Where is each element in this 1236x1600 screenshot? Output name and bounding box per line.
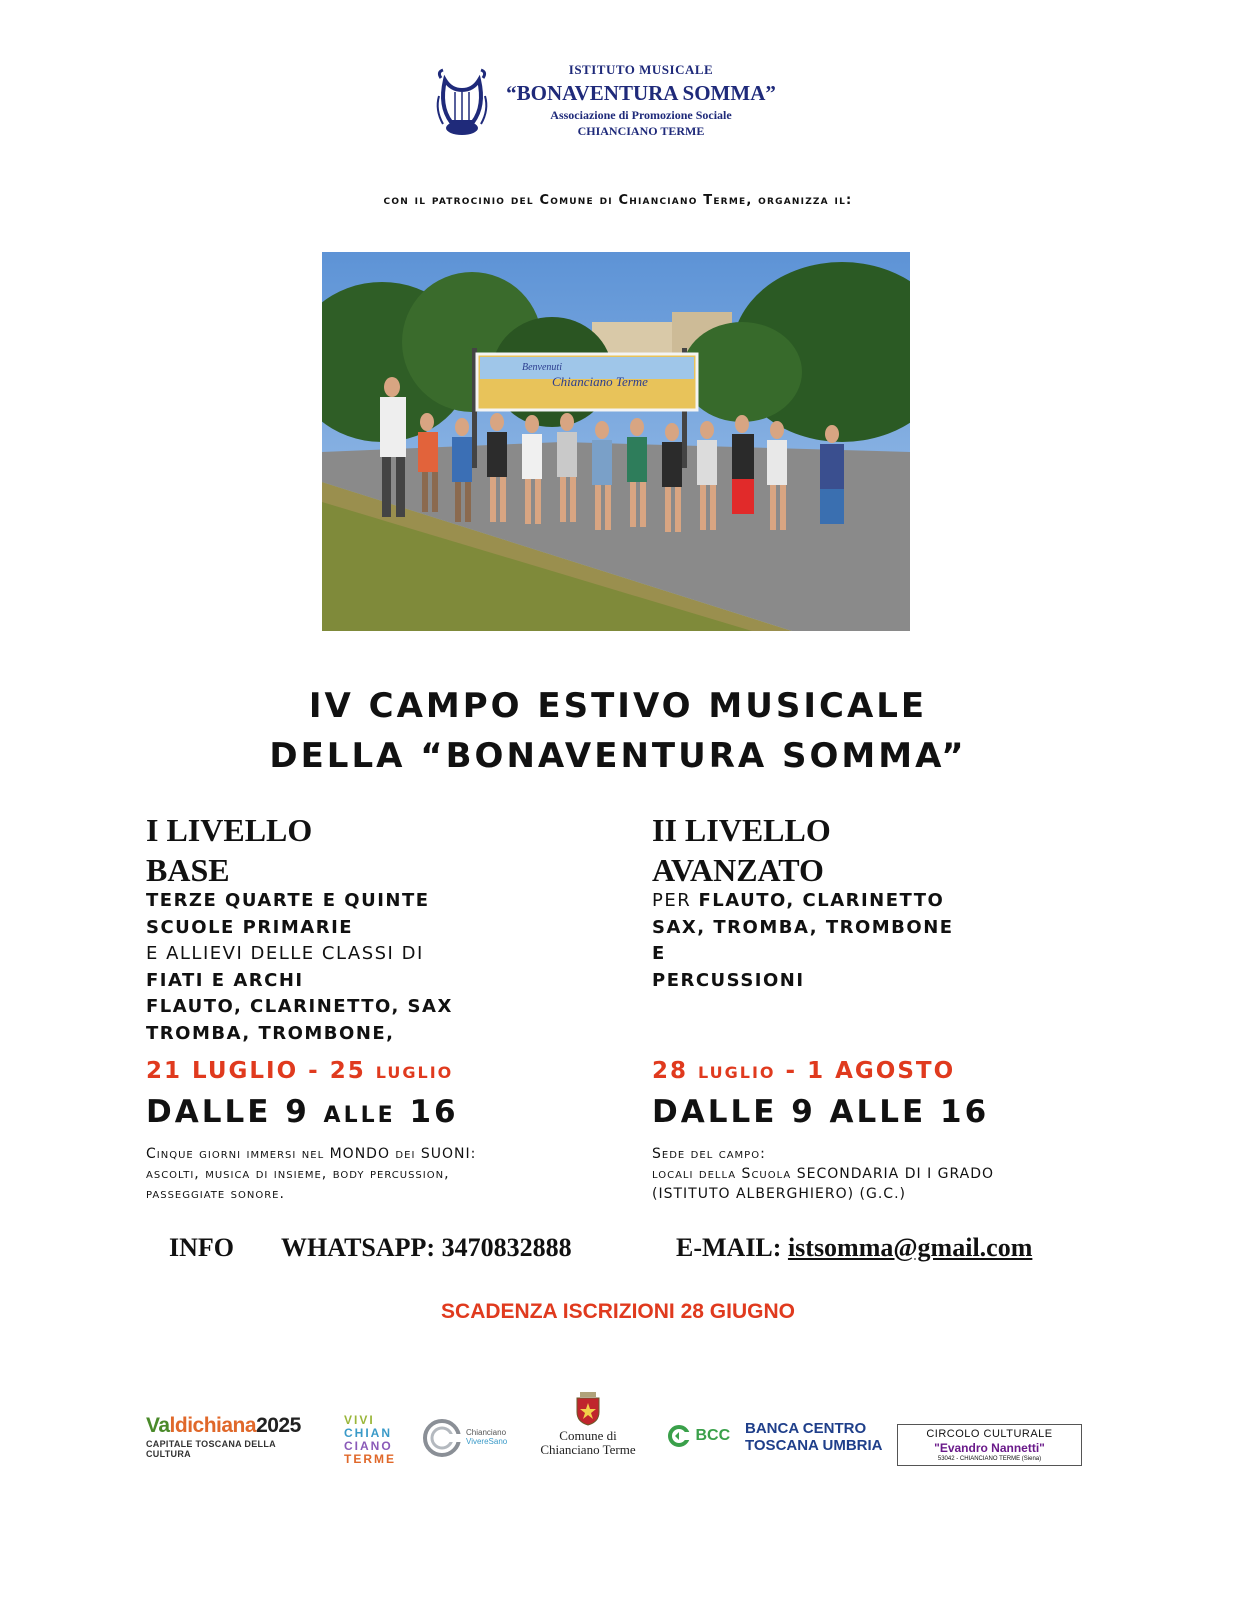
- level-1-note-line: passeggiate sonore.: [146, 1186, 285, 1202]
- email-link[interactable]: istsomma@gmail.com: [787, 1233, 1033, 1262]
- group-photo: [322, 252, 910, 631]
- bcc-icon: [667, 1424, 691, 1448]
- viveresano-line-2: VivereSano: [466, 1437, 508, 1446]
- chianciano-viveresano-logo: [422, 1418, 518, 1458]
- circolo-culturale-logo: [897, 1424, 1082, 1466]
- valdichiana-part-b: ldichiana: [169, 1414, 257, 1437]
- vivi-line: VIVI: [344, 1413, 375, 1427]
- sign-text-1: Benvenuti: [522, 362, 562, 373]
- level-2-subheading: AVANZATO: [652, 852, 824, 888]
- vivi-chianciano-logo: [344, 1413, 396, 1466]
- circolo-line-2: "Evandro Nannetti": [934, 1441, 1045, 1455]
- sign-text-2: Chianciano Terme: [552, 374, 648, 389]
- header-line-2: “BONAVENTURA SOMMA”: [506, 81, 776, 105]
- valdichiana-wordmark: [146, 1414, 322, 1438]
- comune-line-1: Comune di: [559, 1428, 617, 1443]
- level-2-dates: 28 luglio - 1 AGOSTO: [652, 1058, 956, 1084]
- vivi-line: TERME: [344, 1452, 396, 1466]
- valdichiana-part-c: 2025: [256, 1414, 301, 1437]
- vivi-line: CIANO: [344, 1439, 393, 1453]
- header-line-4: CHIANCIANO TERME: [577, 124, 705, 138]
- level-1-column: [146, 810, 616, 1047]
- lyre-logo-icon: [433, 66, 491, 140]
- level-1-note: [146, 1144, 626, 1204]
- level-2-body-instruments: FLAUTO, CLARINETTO: [698, 890, 945, 911]
- coat-of-arms-icon: [573, 1390, 603, 1426]
- level-2-body: [652, 888, 1122, 994]
- level-2-note-line: (ISTITUTO ALBERGHIERO) (G.C.): [652, 1186, 906, 1202]
- vivi-line: CHIAN: [344, 1426, 392, 1440]
- institute-header: [496, 62, 786, 139]
- level-1-heading: I LIVELLO: [146, 812, 313, 848]
- comune-line-2: Chianciano Terme: [540, 1442, 636, 1457]
- comune-chianciano-logo: [534, 1390, 642, 1457]
- level-1-hours: DALLE 9 alle 16: [146, 1094, 459, 1130]
- registration-deadline: SCADENZA ISCRIZIONI 28 GIUGNO: [441, 1300, 795, 1323]
- circolo-line-3: 53042 - CHIANCIANO TERME (Siena): [937, 1456, 1042, 1462]
- banca-line-1: BANCA CENTRO: [745, 1420, 867, 1437]
- level-2-body-line: SAX, TROMBA, TROMBONE: [652, 916, 954, 938]
- title-line-2: DELLA “BONAVENTURA SOMMA”: [269, 736, 967, 776]
- level-1-note-line: ascolti, musica di insieme, body percussion,: [146, 1166, 450, 1182]
- bcc-text: BCC: [695, 1427, 731, 1444]
- bcc-logo: [667, 1424, 730, 1448]
- valdichiana-subtitle: CAPITALE TOSCANA DELLA CULTURA: [146, 1439, 276, 1459]
- level-1-body-line: FIATI E ARCHI: [146, 969, 304, 991]
- level-1-dates: 21 LUGLIO - 25 luglio: [146, 1058, 454, 1084]
- banca-line-2: TOSCANA UMBRIA: [745, 1437, 883, 1454]
- level-2-column: [652, 810, 1122, 994]
- valdichiana-part-a: Va: [146, 1414, 170, 1437]
- level-2-hours: DALLE 9 ALLE 16: [652, 1094, 990, 1130]
- header-line-1: ISTITUTO MUSICALE: [568, 62, 714, 77]
- viveresano-text: [466, 1428, 507, 1446]
- level-2-body-line: [652, 888, 1122, 915]
- level-1-body: [146, 888, 616, 1047]
- level-2-note: [652, 1144, 1132, 1204]
- email-label: E-MAIL:: [676, 1233, 782, 1262]
- level-2-note-line: locali della Scuola SECONDARIA DI I GRADO: [652, 1166, 995, 1182]
- valdichiana-2025-logo: [146, 1414, 322, 1459]
- header-line-3: Associazione di Promozione Sociale: [550, 108, 732, 122]
- level-1-body-line: TERZE QUARTE E QUINTE: [146, 890, 430, 911]
- banca-name: [745, 1420, 883, 1454]
- level-2-body-line: PERCUSSIONI: [652, 969, 805, 991]
- info-label: INFO: [169, 1233, 234, 1262]
- level-1-body-line: FLAUTO, CLARINETTO, SAX: [146, 996, 453, 1017]
- patrocinio-line: con il patrocinio del Comune di Chianciano Terme, organizza il:: [383, 193, 853, 208]
- level-2-heading: II LIVELLO: [652, 812, 831, 848]
- level-1-subheading: BASE: [146, 852, 230, 888]
- ring-logo-icon: [422, 1418, 464, 1458]
- level-2-body-prefix: PER: [652, 890, 692, 911]
- circolo-line-1: CIRCOLO CULTURALE: [926, 1428, 1053, 1440]
- level-1-body-line: E ALLIEVI DELLE CLASSI DI: [146, 943, 424, 964]
- level-1-body-line: TROMBA, TROMBONE,: [146, 1022, 395, 1044]
- title-line-1: IV CAMPO ESTIVO MUSICALE: [308, 686, 928, 726]
- level-2-note-line: Sede del campo:: [652, 1146, 766, 1162]
- level-2-body-line: E: [652, 943, 666, 964]
- viveresano-line-1: Chianciano: [466, 1428, 507, 1437]
- level-1-note-line: Cinque giorni immersi nel MONDO dei SUONI:: [146, 1146, 477, 1162]
- level-1-body-line: SCUOLE PRIMARIE: [146, 916, 354, 938]
- whatsapp-contact[interactable]: WHATSAPP: 3470832888: [281, 1233, 572, 1262]
- email-contact: [676, 1233, 1032, 1263]
